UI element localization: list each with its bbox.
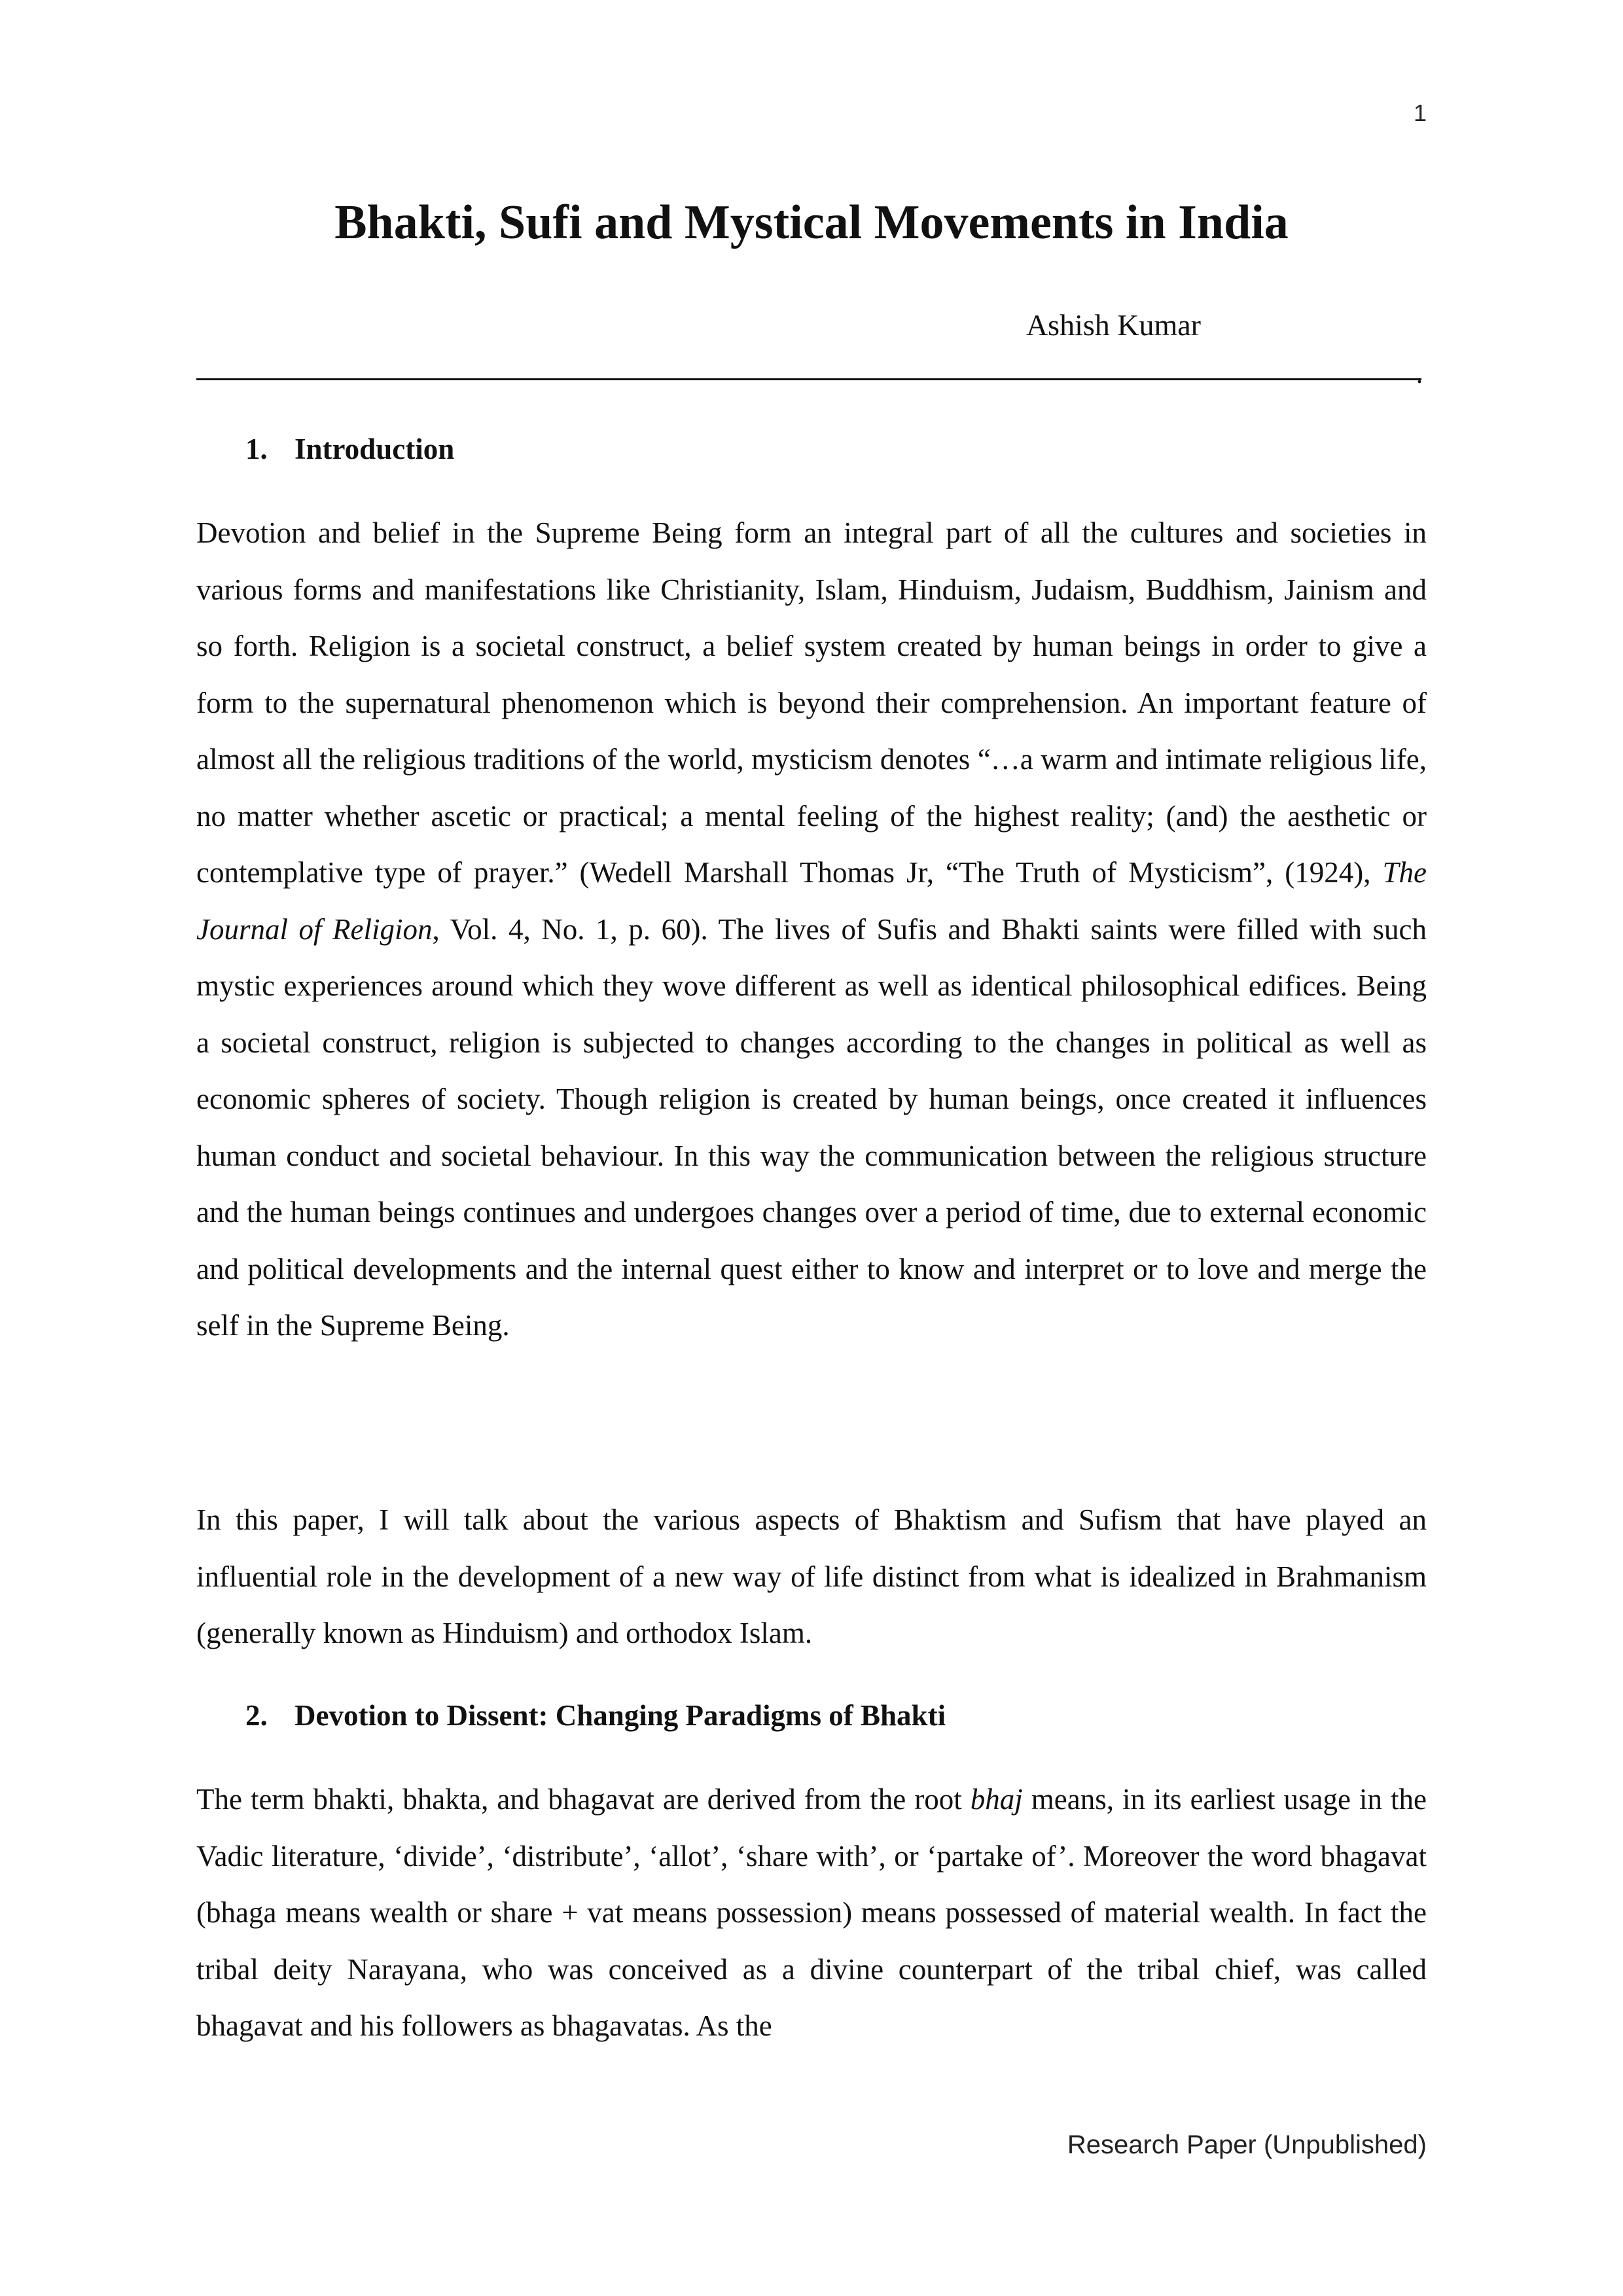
paragraph-bhakti-etymology — [196, 1771, 1427, 2054]
section-title: Devotion to Dissent: Changing Paradigms of Bhakti — [294, 1699, 946, 1732]
divider-dot: . — [1416, 359, 1423, 389]
author-name: Ashish Kumar — [1026, 308, 1201, 342]
paragraph-text: , Vol. 4, No. 1, p. 60). The lives of Sufis and Bhakti saints were filled with such mystic experiences around which they wove different as well as identical philosophical edifices. Being a societal construct, religion is subjected to changes according to the changes in political as well as economic spheres of society. Though religion is created by human beings, once created it influences human conduct and societal behaviour. In this way the communication between the religious structure and the human beings continues and undergoes changes over a period of time, due to external economic and political developments and the internal quest either to know and interpret or to love and merge the self in the Supreme Being. — [196, 912, 1427, 1342]
paragraph-text: means, in its earliest usage in the Vadic literature, ‘divide’, ‘distribute’, ‘allot’, ‘share with’, or ‘partake of’. Moreover the word bhagavat (bhaga means wealth or share + vat means possession) means possessed of material wealth. In fact the tribal deity Narayana, who was conceived as a divine counterpart of the tribal chief, was called bhagavat and his followers as bhagavatas. As the — [196, 1783, 1427, 2042]
paragraph-introduction — [196, 505, 1427, 1354]
section-title: Introduction — [294, 433, 455, 465]
paragraph-text: Devotion and belief in the Supreme Being form an integral part of all the cultures and societies in various forms and manifestations like Christianity, Islam, Hinduism, Judaism, Buddhism, Jainism and so forth. Religion is a societal construct, a belief system created by human beings in order to give a form to the supernatural phenomenon which is beyond their comprehension. An important feature of almost all the religious traditions of the world, mysticism denotes “…a warm and intimate religious life, no matter whether ascetic or practical; a mental feeling of the highest reality; (and) the aesthetic or contemplative type of prayer.” (Wedell Marshall Thomas Jr, “The Truth of Mysticism”, (1924), — [196, 516, 1427, 889]
paragraph-paper-scope: In this paper, I will talk about the various aspects of Bhaktism and Sufism that have played an influential role in the development of a new way of life distinct from what is idealized in Brahmanism (generally known as Hinduism) and orthodox Islam. — [196, 1503, 1427, 1649]
journal-title: The Journal of Religion — [196, 856, 1427, 946]
section-heading-devotion-to-dissent — [245, 1698, 946, 1732]
section-number: 2. — [245, 1699, 268, 1732]
page-footer: Research Paper (Unpublished) — [1067, 2130, 1427, 2159]
section-number: 1. — [245, 433, 268, 465]
paper-title: Bhakti, Sufi and Mystical Movements in India — [334, 196, 1289, 249]
paragraph-text: The term bhakti, bhakta, and bhagavat are derived from the root — [196, 1783, 971, 1816]
title-divider — [196, 378, 1421, 380]
page-number: 1 — [1413, 99, 1427, 126]
root-word: bhaj — [970, 1783, 1023, 1816]
section-heading-introduction — [245, 432, 454, 466]
